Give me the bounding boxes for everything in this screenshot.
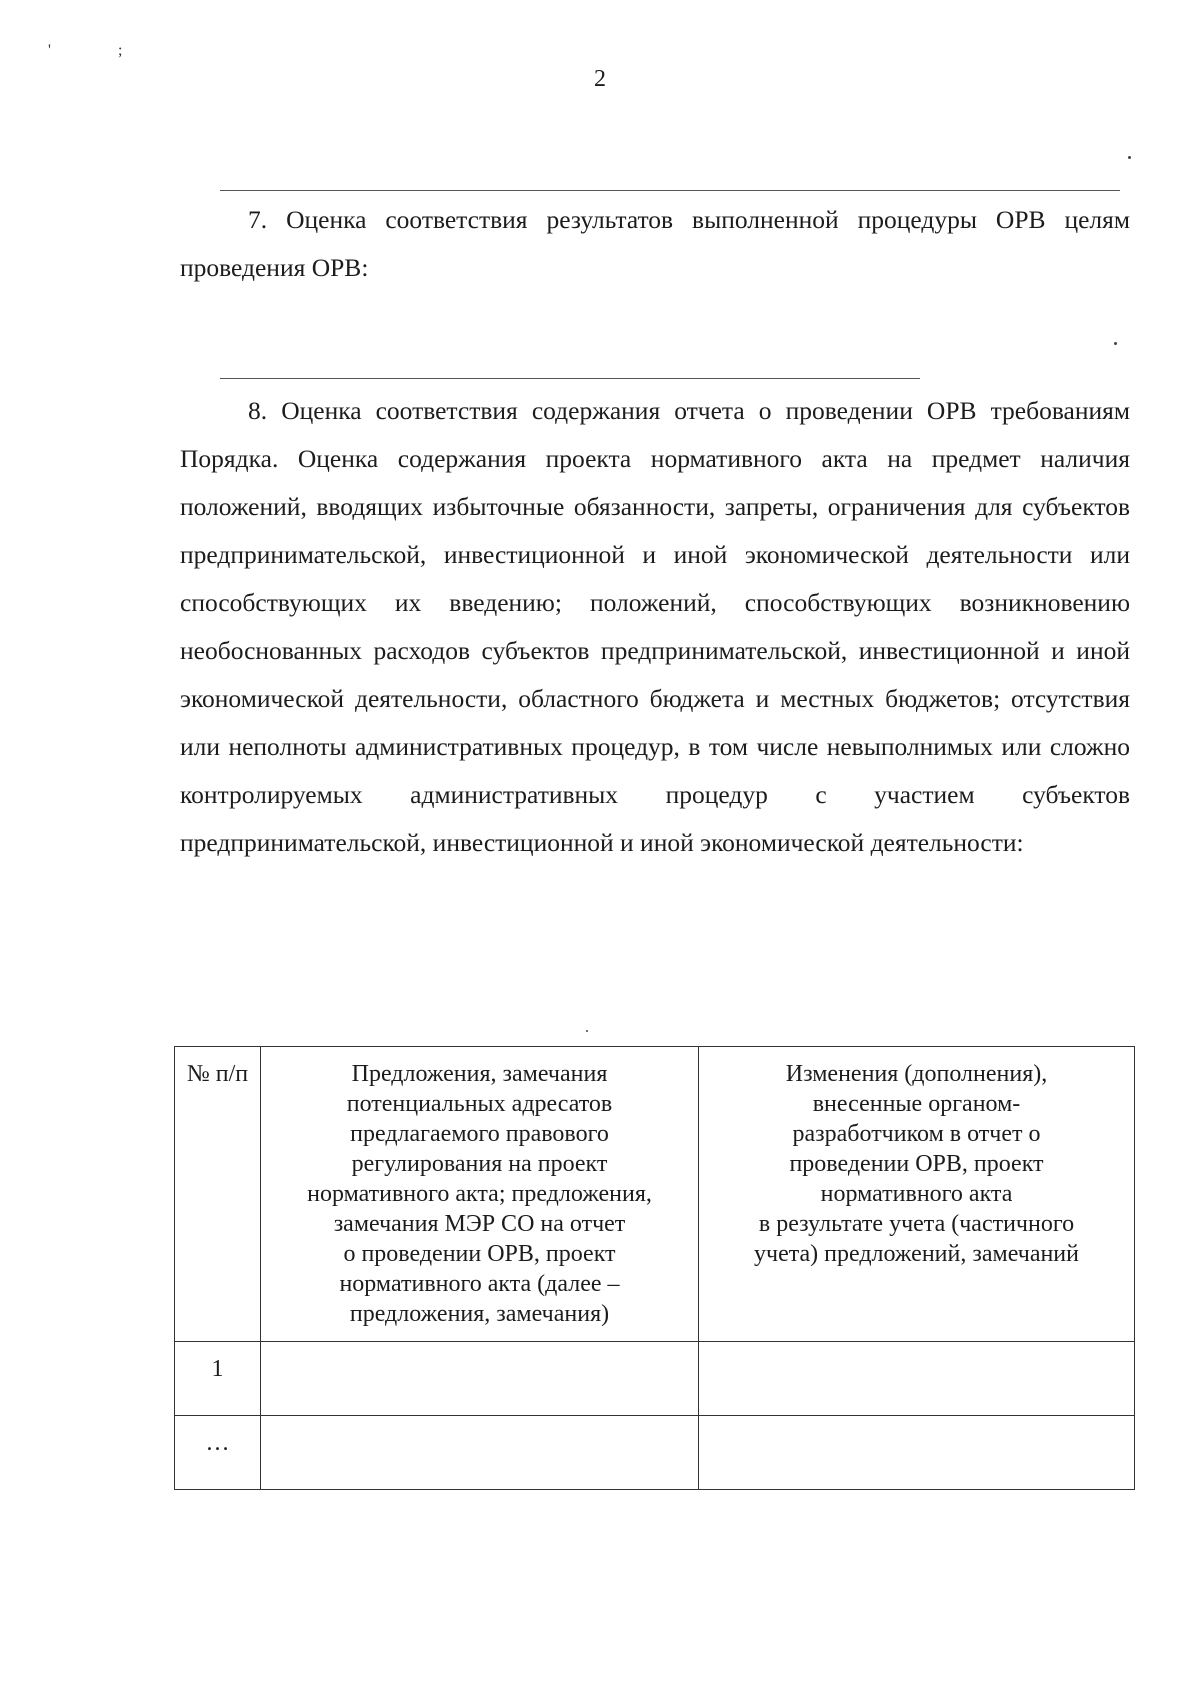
scan-speck	[1114, 342, 1117, 345]
section-7-text: 7. Оценка соответствия результатов выполненной процедуры ОРВ целям проведения ОРВ:	[180, 205, 1130, 282]
row-proposal-cell	[261, 1342, 699, 1416]
scan-speck: ;	[118, 42, 123, 59]
row-number: 1	[175, 1342, 261, 1416]
row-number: …	[175, 1416, 261, 1490]
scan-speck: '	[48, 42, 51, 59]
header-proposals: Предложения, замечания потенциальных адресатов предлагаемого правового регулирования на проект нормативного акта; предложения, замечания МЭР СО на отчет о проведении ОРВ, проект нормативного акта (далее – предложения, замечания)	[261, 1047, 699, 1342]
page-number: 2	[594, 66, 606, 92]
section-8-text: 8. Оценка соответствия содержания отчета о проведении ОРВ требованиям Порядка. Оценка содержания проекта нормативного акта на предмет наличия положений, вводящих избыточные обязанности, запреты, ограничения для субъектов предпринимательской, инвестиционной и иной экономической деятельности или способствующих их введению; положений, способствующих возникновению необоснованных расходов субъектов предпринимательской, инвестиционной и иной экономической деятельности, областного бюджета и местных бюджетов; отсутствия или неполноты административных процедур, в том числе невыполнимых или сложно контролируемых административных процедур с участием субъектов предпринимательской, инвестиционной и иной экономической деятельности:	[180, 396, 1130, 857]
table-row	[175, 1342, 1135, 1416]
row-change-cell	[699, 1342, 1135, 1416]
row-change-cell	[699, 1416, 1135, 1490]
section-8	[180, 387, 1130, 867]
scan-speck	[586, 1030, 588, 1032]
section-7	[180, 196, 1130, 292]
header-number: № п/п	[175, 1047, 261, 1342]
header-changes: Изменения (дополнения), внесенные органом- разработчиком в отчет о проведении ОРВ, проект нормативного акта в результате учета (частичного учета) предложений, замечаний	[699, 1047, 1135, 1342]
row-proposal-cell	[261, 1416, 699, 1490]
table-header-row	[175, 1047, 1135, 1342]
answer-line	[220, 190, 1120, 191]
proposals-table	[174, 1046, 1135, 1490]
scan-speck	[1128, 156, 1131, 159]
table-row	[175, 1416, 1135, 1490]
answer-line	[220, 378, 920, 379]
